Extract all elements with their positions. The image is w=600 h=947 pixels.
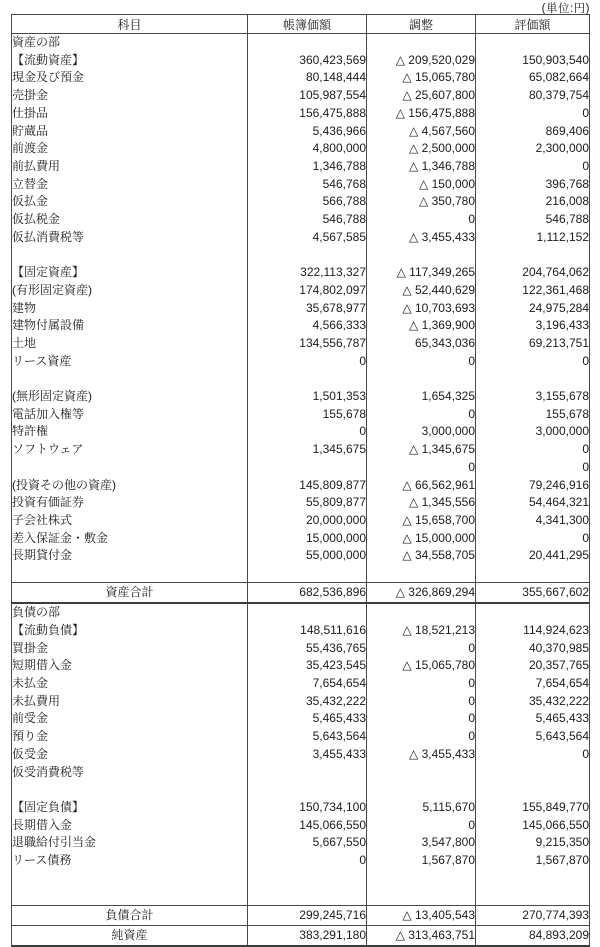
valuation-cell: 0 bbox=[476, 459, 590, 477]
valuation-cell: 114,924,623 bbox=[476, 622, 590, 640]
book-value-cell: 20,000,000 bbox=[248, 512, 367, 530]
account-label-cell: 子会社株式 bbox=[12, 512, 248, 530]
table-row bbox=[12, 176, 590, 194]
adjustment-cell: △ 3,455,433 bbox=[367, 229, 476, 247]
adjustment-cell: △ 15,065,780 bbox=[367, 69, 476, 87]
account-label-cell: 長期借入金 bbox=[12, 817, 248, 835]
adjustment-cell: △ 25,607,800 bbox=[367, 87, 476, 105]
table-row bbox=[12, 69, 590, 87]
adjustment-cell: △ 2,500,000 bbox=[367, 140, 476, 158]
table-row bbox=[12, 693, 590, 711]
table-row bbox=[12, 459, 590, 477]
valuation-cell: 204,764,062 bbox=[476, 264, 590, 282]
adjustment-cell: 65,343,036 bbox=[367, 335, 476, 353]
valuation-cell: 0 bbox=[476, 105, 590, 123]
book-value-cell bbox=[248, 370, 367, 388]
adjustment-cell: △ 10,703,693 bbox=[367, 300, 476, 318]
valuation-cell: 54,464,321 bbox=[476, 494, 590, 512]
valuation-cell: 396,768 bbox=[476, 176, 590, 194]
valuation-cell: 1,567,870 bbox=[476, 852, 590, 870]
book-value-cell: 546,788 bbox=[248, 211, 367, 229]
account-label-cell: 資産の部 bbox=[12, 34, 248, 52]
account-label-cell: 仕掛品 bbox=[12, 105, 248, 123]
adjustment-cell: △ 15,065,780 bbox=[367, 657, 476, 675]
adjustment-cell bbox=[367, 870, 476, 888]
table-row bbox=[12, 834, 590, 852]
account-label-cell: 仮払金 bbox=[12, 193, 248, 211]
account-label-cell: 貯蔵品 bbox=[12, 123, 248, 141]
valuation-cell: 0 bbox=[476, 353, 590, 371]
table-row bbox=[12, 229, 590, 247]
book-value-cell: 299,245,716 bbox=[248, 905, 367, 925]
account-label-cell bbox=[12, 370, 248, 388]
table-row bbox=[12, 675, 590, 693]
book-value-cell: 360,423,569 bbox=[248, 52, 367, 70]
account-label-cell bbox=[12, 870, 248, 888]
valuation-cell: 79,246,916 bbox=[476, 477, 590, 495]
book-value-cell: 1,345,675 bbox=[248, 441, 367, 459]
account-label-cell: 【流動負債】 bbox=[12, 622, 248, 640]
valuation-cell: 80,379,754 bbox=[476, 87, 590, 105]
adjustment-cell bbox=[367, 34, 476, 52]
valuation-cell bbox=[476, 603, 590, 622]
book-value-cell: 148,511,616 bbox=[248, 622, 367, 640]
valuation-cell: 122,361,468 bbox=[476, 282, 590, 300]
book-value-cell: 5,667,550 bbox=[248, 834, 367, 852]
header-row bbox=[12, 15, 590, 34]
adjustment-cell: 0 bbox=[367, 675, 476, 693]
book-value-cell: 566,788 bbox=[248, 193, 367, 211]
valuation-cell: 869,406 bbox=[476, 123, 590, 141]
table-row bbox=[12, 158, 590, 176]
book-value-cell: 3,455,433 bbox=[248, 746, 367, 764]
book-value-cell bbox=[248, 459, 367, 477]
account-label-cell: 仮払税金 bbox=[12, 211, 248, 229]
book-value-cell bbox=[248, 764, 367, 782]
table-row bbox=[12, 799, 590, 817]
column-header-book-value: 帳簿価額 bbox=[248, 15, 367, 34]
account-label-cell: 特許権 bbox=[12, 423, 248, 441]
valuation-cell bbox=[476, 246, 590, 264]
table-row bbox=[12, 603, 590, 622]
adjustment-cell: 0 bbox=[367, 693, 476, 711]
book-value-cell: 1,346,788 bbox=[248, 158, 367, 176]
table-row bbox=[12, 640, 590, 658]
book-value-cell: 145,066,550 bbox=[248, 817, 367, 835]
table-row bbox=[12, 423, 590, 441]
adjustment-cell: △ 3,455,433 bbox=[367, 746, 476, 764]
valuation-cell: 1,112,152 bbox=[476, 229, 590, 247]
book-value-cell: 35,432,222 bbox=[248, 693, 367, 711]
book-value-cell bbox=[248, 603, 367, 622]
blank-row bbox=[12, 887, 590, 905]
table-row bbox=[12, 52, 590, 70]
account-label-cell: 差入保証金・敷金 bbox=[12, 530, 248, 548]
book-value-cell: 80,148,444 bbox=[248, 69, 367, 87]
valuation-cell bbox=[476, 870, 590, 888]
account-label-cell: 預り金 bbox=[12, 728, 248, 746]
valuation-table bbox=[11, 14, 590, 947]
book-value-cell: 1,501,353 bbox=[248, 388, 367, 406]
book-value-cell: 134,556,787 bbox=[248, 335, 367, 353]
book-value-cell bbox=[248, 781, 367, 799]
adjustment-cell bbox=[367, 887, 476, 905]
book-value-cell: 15,000,000 bbox=[248, 530, 367, 548]
account-label-cell: 仮払消費税等 bbox=[12, 229, 248, 247]
book-value-cell: 5,643,564 bbox=[248, 728, 367, 746]
blank-row bbox=[12, 781, 590, 799]
book-value-cell bbox=[248, 887, 367, 905]
adjustment-cell: 0 bbox=[367, 710, 476, 728]
book-value-cell: 55,000,000 bbox=[248, 547, 367, 565]
adjustment-cell: △ 15,658,700 bbox=[367, 512, 476, 530]
adjustment-cell: △ 209,520,029 bbox=[367, 52, 476, 70]
adjustment-cell: △ 34,558,705 bbox=[367, 547, 476, 565]
adjustment-cell bbox=[367, 781, 476, 799]
book-value-cell: 35,678,977 bbox=[248, 300, 367, 318]
account-label-cell: 純資産 bbox=[12, 925, 248, 946]
adjustment-cell: △ 18,521,213 bbox=[367, 622, 476, 640]
book-value-cell: 4,566,333 bbox=[248, 317, 367, 335]
adjustment-cell bbox=[367, 603, 476, 622]
valuation-cell: 2,300,000 bbox=[476, 140, 590, 158]
blank-row bbox=[12, 870, 590, 888]
table-row bbox=[12, 123, 590, 141]
table-row bbox=[12, 764, 590, 782]
account-label-cell: リース資産 bbox=[12, 353, 248, 371]
column-header-valuation: 評価額 bbox=[476, 15, 590, 34]
adjustment-cell: 0 bbox=[367, 353, 476, 371]
valuation-cell: 84,893,209 bbox=[476, 925, 590, 946]
account-label-cell bbox=[12, 459, 248, 477]
valuation-cell: 7,654,654 bbox=[476, 675, 590, 693]
account-label-cell: 現金及び預金 bbox=[12, 69, 248, 87]
table-row bbox=[12, 211, 590, 229]
book-value-cell bbox=[248, 870, 367, 888]
blank-row bbox=[12, 565, 590, 583]
valuation-cell bbox=[476, 764, 590, 782]
table-row bbox=[12, 728, 590, 746]
table-row bbox=[12, 583, 590, 604]
account-label-cell: リース債務 bbox=[12, 852, 248, 870]
book-value-cell bbox=[248, 246, 367, 264]
account-label-cell bbox=[12, 246, 248, 264]
table-row bbox=[12, 512, 590, 530]
valuation-cell: 5,643,564 bbox=[476, 728, 590, 746]
book-value-cell: 322,113,327 bbox=[248, 264, 367, 282]
table-row bbox=[12, 710, 590, 728]
account-label-cell: 前受金 bbox=[12, 710, 248, 728]
valuation-cell: 216,008 bbox=[476, 193, 590, 211]
book-value-cell: 174,802,097 bbox=[248, 282, 367, 300]
account-label-cell: 仮受消費税等 bbox=[12, 764, 248, 782]
adjustment-cell: 1,567,870 bbox=[367, 852, 476, 870]
book-value-cell: 5,465,433 bbox=[248, 710, 367, 728]
table-row bbox=[12, 925, 590, 946]
account-label-cell: (無形固定資産) bbox=[12, 388, 248, 406]
adjustment-cell: 0 bbox=[367, 211, 476, 229]
valuation-cell: 546,788 bbox=[476, 211, 590, 229]
valuation-cell bbox=[476, 565, 590, 583]
table-row bbox=[12, 477, 590, 495]
book-value-cell: 156,475,888 bbox=[248, 105, 367, 123]
book-value-cell: 546,768 bbox=[248, 176, 367, 194]
valuation-cell: 155,849,770 bbox=[476, 799, 590, 817]
valuation-cell: 3,155,678 bbox=[476, 388, 590, 406]
adjustment-cell: △ 350,780 bbox=[367, 193, 476, 211]
account-label-cell: 建物 bbox=[12, 300, 248, 318]
table-row bbox=[12, 406, 590, 424]
adjustment-cell bbox=[367, 764, 476, 782]
valuation-cell: 355,667,602 bbox=[476, 583, 590, 604]
book-value-cell: 55,809,877 bbox=[248, 494, 367, 512]
valuation-cell bbox=[476, 887, 590, 905]
book-value-cell: 155,678 bbox=[248, 406, 367, 424]
table-row bbox=[12, 622, 590, 640]
account-label-cell: 立替金 bbox=[12, 176, 248, 194]
table-row bbox=[12, 746, 590, 764]
valuation-cell: 65,082,664 bbox=[476, 69, 590, 87]
book-value-cell: 0 bbox=[248, 852, 367, 870]
table-row bbox=[12, 87, 590, 105]
account-label-cell: 前渡金 bbox=[12, 140, 248, 158]
valuation-cell: 40,370,985 bbox=[476, 640, 590, 658]
adjustment-cell: △ 326,869,294 bbox=[367, 583, 476, 604]
valuation-cell: 9,215,350 bbox=[476, 834, 590, 852]
account-label-cell: (有形固定資産) bbox=[12, 282, 248, 300]
adjustment-cell: △ 150,000 bbox=[367, 176, 476, 194]
unit-note: (単位:円) bbox=[541, 3, 590, 15]
adjustment-cell: 3,000,000 bbox=[367, 423, 476, 441]
table-row bbox=[12, 441, 590, 459]
table-row bbox=[12, 282, 590, 300]
valuation-cell: 0 bbox=[476, 158, 590, 176]
book-value-cell: 35,423,545 bbox=[248, 657, 367, 675]
adjustment-cell: △ 156,475,888 bbox=[367, 105, 476, 123]
book-value-cell: 4,567,585 bbox=[248, 229, 367, 247]
adjustment-cell: △ 4,567,560 bbox=[367, 123, 476, 141]
book-value-cell: 682,536,896 bbox=[248, 583, 367, 604]
account-label-cell: (投資その他の資産) bbox=[12, 477, 248, 495]
account-label-cell: 仮受金 bbox=[12, 746, 248, 764]
table-row bbox=[12, 494, 590, 512]
account-label-cell: 退職給付引当金 bbox=[12, 834, 248, 852]
valuation-cell: 150,903,540 bbox=[476, 52, 590, 70]
account-label-cell: 土地 bbox=[12, 335, 248, 353]
adjustment-cell: 0 bbox=[367, 640, 476, 658]
book-value-cell: 383,291,180 bbox=[248, 925, 367, 946]
adjustment-cell: 0 bbox=[367, 406, 476, 424]
account-label-cell: 資産合計 bbox=[12, 583, 248, 604]
table-row bbox=[12, 317, 590, 335]
account-label-cell: 電話加入権等 bbox=[12, 406, 248, 424]
table-row bbox=[12, 140, 590, 158]
adjustment-cell: △ 313,463,751 bbox=[367, 925, 476, 946]
adjustment-cell: 0 bbox=[367, 728, 476, 746]
adjustment-cell: △ 15,000,000 bbox=[367, 530, 476, 548]
valuation-cell bbox=[476, 370, 590, 388]
table-header bbox=[12, 15, 590, 34]
valuation-cell: 0 bbox=[476, 441, 590, 459]
adjustment-cell bbox=[367, 246, 476, 264]
book-value-cell: 4,800,000 bbox=[248, 140, 367, 158]
adjustment-cell: △ 66,562,961 bbox=[367, 477, 476, 495]
valuation-cell: 3,196,433 bbox=[476, 317, 590, 335]
book-value-cell bbox=[248, 565, 367, 583]
account-label-cell: 前払費用 bbox=[12, 158, 248, 176]
adjustment-cell: △ 1,345,556 bbox=[367, 494, 476, 512]
table-row bbox=[12, 264, 590, 282]
valuation-cell: 20,441,295 bbox=[476, 547, 590, 565]
adjustment-cell: △ 52,440,629 bbox=[367, 282, 476, 300]
valuation-cell: 155,678 bbox=[476, 406, 590, 424]
account-label-cell bbox=[12, 887, 248, 905]
valuation-cell: 5,465,433 bbox=[476, 710, 590, 728]
adjustment-cell: △ 1,369,900 bbox=[367, 317, 476, 335]
account-label-cell: 負債合計 bbox=[12, 905, 248, 925]
column-header-adjustment: 調整 bbox=[367, 15, 476, 34]
table-row bbox=[12, 905, 590, 925]
valuation-cell bbox=[476, 781, 590, 799]
adjustment-cell: 3,547,800 bbox=[367, 834, 476, 852]
adjustment-cell: 0 bbox=[367, 459, 476, 477]
book-value-cell: 150,734,100 bbox=[248, 799, 367, 817]
valuation-cell: 0 bbox=[476, 746, 590, 764]
adjustment-cell bbox=[367, 565, 476, 583]
valuation-cell: 4,341,300 bbox=[476, 512, 590, 530]
book-value-cell: 0 bbox=[248, 353, 367, 371]
table-row bbox=[12, 530, 590, 548]
table-body bbox=[12, 34, 590, 946]
valuation-cell: 145,066,550 bbox=[476, 817, 590, 835]
table-row bbox=[12, 193, 590, 211]
account-label-cell: 負債の部 bbox=[12, 603, 248, 622]
valuation-cell: 270,774,393 bbox=[476, 905, 590, 925]
book-value-cell: 5,436,966 bbox=[248, 123, 367, 141]
valuation-cell: 0 bbox=[476, 530, 590, 548]
valuation-cell bbox=[476, 34, 590, 52]
table-row bbox=[12, 34, 590, 52]
valuation-cell: 35,432,222 bbox=[476, 693, 590, 711]
adjustment-cell: 1,654,325 bbox=[367, 388, 476, 406]
book-value-cell bbox=[248, 34, 367, 52]
book-value-cell: 7,654,654 bbox=[248, 675, 367, 693]
account-label-cell: 【固定負債】 bbox=[12, 799, 248, 817]
valuation-cell: 3,000,000 bbox=[476, 423, 590, 441]
book-value-cell: 105,987,554 bbox=[248, 87, 367, 105]
adjustment-cell: △ 1,346,788 bbox=[367, 158, 476, 176]
book-value-cell: 55,436,765 bbox=[248, 640, 367, 658]
book-value-cell: 145,809,877 bbox=[248, 477, 367, 495]
table-row bbox=[12, 300, 590, 318]
adjustment-cell: 5,115,670 bbox=[367, 799, 476, 817]
table-row bbox=[12, 388, 590, 406]
account-label-cell: 未払費用 bbox=[12, 693, 248, 711]
adjustment-cell: 0 bbox=[367, 817, 476, 835]
account-label-cell: 短期借入金 bbox=[12, 657, 248, 675]
account-label-cell: 売掛金 bbox=[12, 87, 248, 105]
table-row bbox=[12, 547, 590, 565]
account-label-cell bbox=[12, 565, 248, 583]
blank-row bbox=[12, 370, 590, 388]
account-label-cell: 未払金 bbox=[12, 675, 248, 693]
adjustment-cell bbox=[367, 370, 476, 388]
table-row bbox=[12, 852, 590, 870]
account-label-cell bbox=[12, 781, 248, 799]
account-label-cell: 【固定資産】 bbox=[12, 264, 248, 282]
account-label-cell: 買掛金 bbox=[12, 640, 248, 658]
account-label-cell: 建物付属設備 bbox=[12, 317, 248, 335]
account-label-cell: 長期貸付金 bbox=[12, 547, 248, 565]
adjustment-cell: △ 117,349,265 bbox=[367, 264, 476, 282]
adjustment-cell: △ 1,345,675 bbox=[367, 441, 476, 459]
valuation-cell: 24,975,284 bbox=[476, 300, 590, 318]
column-header-account: 科目 bbox=[12, 15, 248, 34]
account-label-cell: 投資有価証券 bbox=[12, 494, 248, 512]
table-row bbox=[12, 817, 590, 835]
table-row bbox=[12, 353, 590, 371]
account-label-cell: 【流動資産】 bbox=[12, 52, 248, 70]
blank-row bbox=[12, 246, 590, 264]
table-row bbox=[12, 335, 590, 353]
book-value-cell: 0 bbox=[248, 423, 367, 441]
table-row bbox=[12, 105, 590, 123]
valuation-cell: 69,213,751 bbox=[476, 335, 590, 353]
valuation-cell: 20,357,765 bbox=[476, 657, 590, 675]
adjustment-cell: △ 13,405,543 bbox=[367, 905, 476, 925]
account-label-cell: ソフトウェア bbox=[12, 441, 248, 459]
table-row bbox=[12, 657, 590, 675]
